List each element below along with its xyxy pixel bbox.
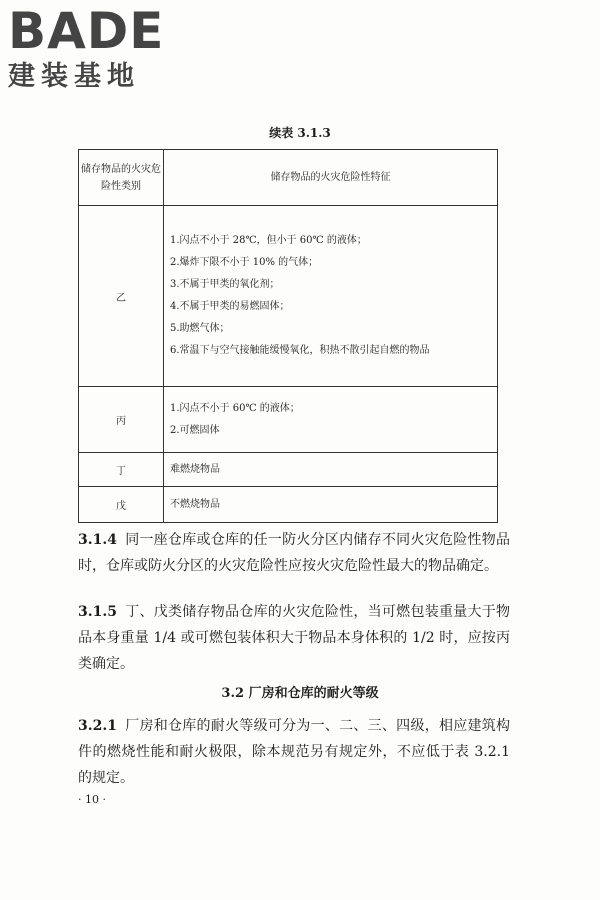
row-items [164, 387, 498, 453]
list-item: 1.闪点不小于 28℃，但小于 60℃ 的液体； [170, 235, 367, 246]
row-items [164, 487, 498, 523]
clause-number: 3.1.4 [78, 532, 117, 548]
row-category: 丙 [79, 387, 164, 453]
clause-number: 3.2.1 [78, 718, 117, 734]
list-item: 2.爆炸下限不小于 10% 的气体； [170, 257, 319, 268]
logo-subtitle: 建装基地 [8, 61, 140, 92]
page-number: · 10 · [78, 793, 106, 806]
header-characteristics: 储存物品的火灾危险性特征 [164, 150, 498, 206]
table-header-row [79, 150, 498, 206]
table-row [79, 487, 498, 523]
clause-text: 丁、戊类储存物品仓库的火灾危险性，当可燃包装重量大于物品本身重量 1/4 或可燃包装体积大于物品本身体积的 1/2 时，应按丙类确定。 [78, 604, 510, 672]
row-category: 丁 [79, 453, 164, 487]
bade-logo [8, 2, 165, 92]
row-items [164, 206, 498, 387]
section-heading: 3.2 厂房和仓库的耐火等级 [221, 686, 379, 701]
clause-text: 厂房和仓库的耐火等级可分为一、二、三、四级，相应建筑构件的燃烧性能和耐火极限，除本规范另有规定外，不应低于表 3.2.1 的规定。 [78, 718, 510, 786]
table-row [79, 387, 498, 453]
row-items [164, 453, 498, 487]
list-item: 难燃烧物品 [170, 463, 220, 475]
list-item: 3.不属于甲类的氧化剂； [170, 279, 280, 290]
table-row [79, 453, 498, 487]
list-item: 1.闪点不小于 60℃ 的液体； [170, 402, 300, 414]
row-category: 乙 [79, 206, 164, 387]
list-item: 4.不属于甲类的易燃固体； [170, 301, 290, 312]
paragraph-3-1-4 [78, 527, 510, 579]
clause-text: 同一座仓库或仓库的任一防火分区内储存不同火灾危险性物品时，仓库或防火分区的火灾危险性应按火灾危险性最大的物品确定。 [78, 532, 510, 574]
list-item: 6.常温下与空气接触能缓慢氧化，积热不散引起自燃的物品 [170, 345, 430, 356]
paragraph-3-2-1 [78, 713, 510, 791]
list-item: 5.助燃气体； [170, 323, 230, 334]
clause-number: 3.1.5 [78, 604, 117, 620]
list-item: 2.可燃固体 [170, 424, 220, 436]
table-row [79, 206, 498, 387]
hazard-table [78, 149, 498, 523]
row-category: 戊 [79, 487, 164, 523]
list-item: 不燃烧物品 [170, 498, 220, 510]
paragraph-3-1-5 [78, 599, 510, 677]
table-caption: 续表 3.1.3 [269, 126, 331, 140]
logo-brand: BADE [8, 2, 165, 60]
header-category: 储存物品的火灾危险性类别 [79, 150, 164, 206]
